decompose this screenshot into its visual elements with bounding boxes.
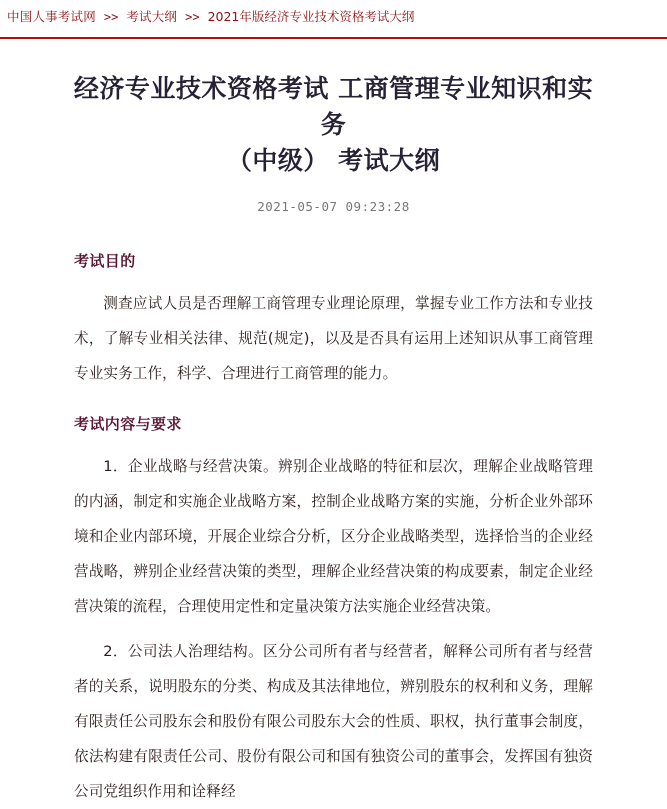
breadcrumb-separator-2: >> [185,10,200,24]
paragraph-exam-content-2: 2．公司法人治理结构。区分公司所有者与经营者，解释公司所有者与经营者的关系，说明股东的分类、构成及其法律地位，辨别股东的权利和义务，理解有限责任公司股东会和股份有限公司股东大会的性质、职权，执行董事会制度，依法构建有限责任公司、股份有限公司和国有独资公司的董事会，发挥国有独资公司党组织作用和诠释经 [74,643,593,800]
article [0,39,667,809]
paragraph-exam-purpose-1: 测查应试人员是否理解工商管理专业理论原理，掌握专业工作方法和专业技术，了解专业相关法律、规范(规定)，以及是否具有运用上述知识从事工商管理专业实务工作，科学、合理进行工商管理的能力。 [74,295,593,382]
page-title-line-1: 经济专业技术资格考试 工商管理专业知识和实务 [73,74,594,139]
page-title-line-2: （中级） 考试大纲 [226,146,441,175]
page-title [28,39,639,179]
breadcrumb [0,0,667,37]
section-heading-exam-purpose: 考试目的 [74,252,136,270]
breadcrumb-item-home[interactable]: 中国人事考试网 [7,9,96,24]
breadcrumb-item-syllabus[interactable]: 考试大纲 [126,9,178,24]
spacer [74,272,593,286]
publish-timestamp: 2021-05-07 09:23:28 [257,199,410,214]
article-body [28,214,639,809]
spacer [74,624,593,634]
spacer [74,391,593,413]
breadcrumb-separator-1: >> [103,10,119,24]
section-heading-exam-content: 考试内容与要求 [74,415,182,433]
paragraph-exam-content-1: 1．企业战略与经营决策。辨别企业战略的特征和层次，理解企业战略管理的内涵，制定和实施企业战略方案，控制企业战略方案的实施，分析企业外部环境和企业内部环境，开展企业综合分析，区分企业战略类型，选择恰当的企业经营战略，辨别企业经营决策的类型，理解企业经营决策的构成要素，制定企业经营决策的流程，合理使用定性和定量决策方法实施企业经营决策。 [74,458,593,615]
spacer [74,435,593,449]
breadcrumb-item-current: 2021年版经济专业技术资格考试大纲 [207,9,415,24]
